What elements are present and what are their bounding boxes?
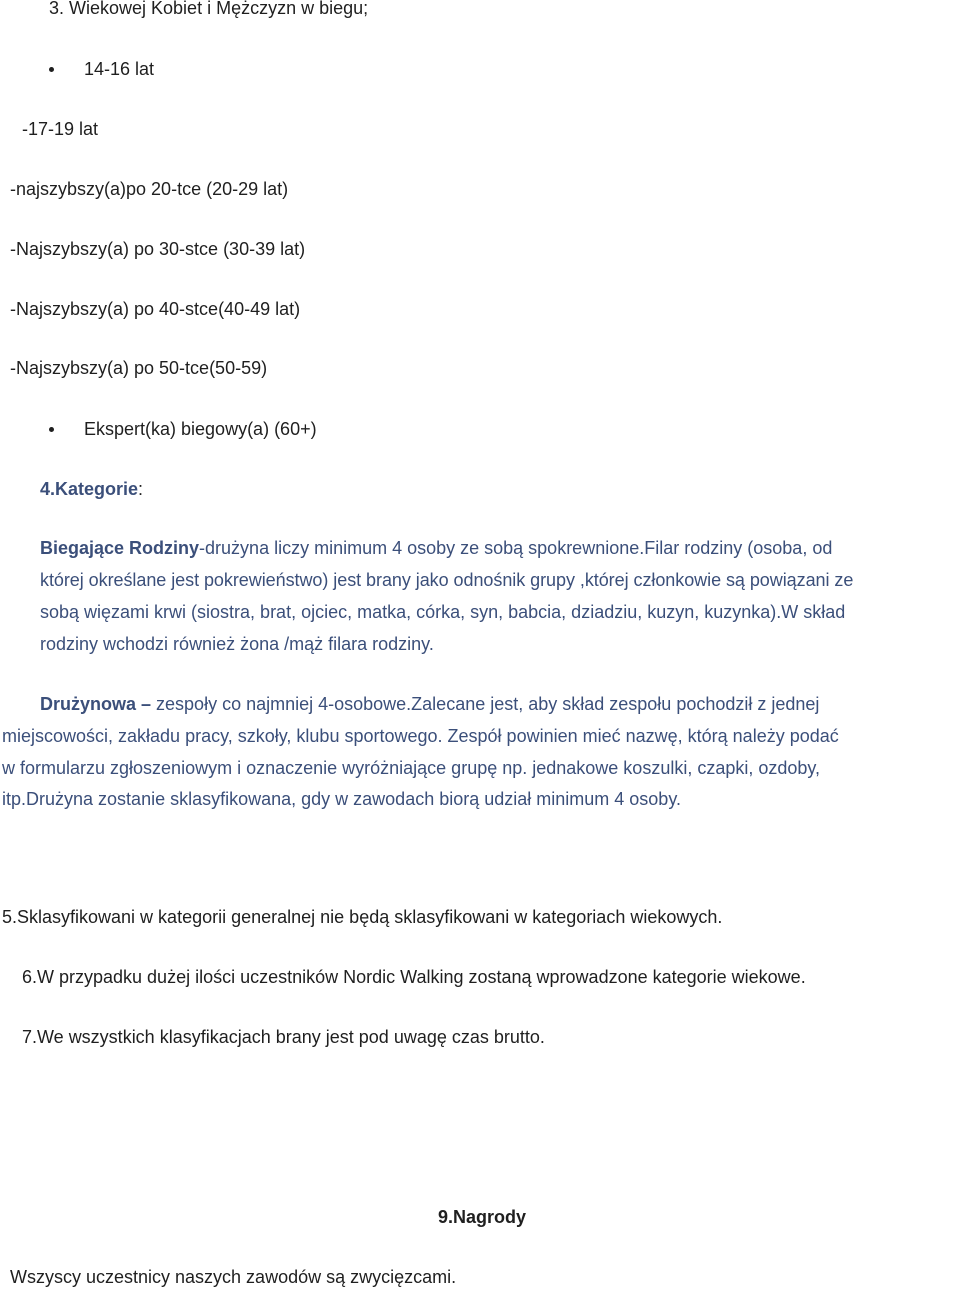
family-line-4: rodziny wchodzi również żona /mąż filara rodziny. bbox=[40, 634, 434, 654]
team-text: miejscowości, zakładu pracy, szkoły, klubu sportowego. bbox=[2, 726, 443, 746]
heading-categories bbox=[40, 478, 143, 500]
age-item: -Najszybszy(a) po 50-tce(50-59) bbox=[10, 358, 268, 378]
family-title: Biegające Rodziny bbox=[40, 538, 200, 558]
family-text: Filar rodziny (osoba, od bbox=[644, 538, 833, 558]
team-text: Zespół powinien mieć nazwę, którą należy podać bbox=[442, 726, 839, 746]
team-title: Drużynowa bbox=[40, 694, 137, 714]
awards-title: 9.Nagrody bbox=[438, 1207, 527, 1227]
family-line-1 bbox=[40, 537, 832, 559]
family-text: W skład bbox=[781, 602, 846, 622]
rule-6: 6.W przypadku dużej ilości uczestników Nordic Walking zostaną wprowadzone kategorie wiekowe. bbox=[22, 967, 806, 987]
family-line-2: której określane jest pokrewieństwo) jest brany jako odnośnik grupy ,której członkowie są powiązani ze bbox=[40, 570, 854, 590]
bullet-icon bbox=[49, 67, 54, 72]
family-text: -drużyna liczy minimum 4 osoby ze sobą spokrewnione. bbox=[199, 538, 645, 558]
age-item: -najszybszy(a)po 20-tce (20-29 lat) bbox=[10, 179, 289, 199]
bullet-icon bbox=[49, 427, 54, 432]
age-item: -17-19 lat bbox=[22, 119, 99, 139]
heading-categories-label: 4.Kategorie bbox=[40, 479, 139, 499]
team-line-3: w formularzu zgłoszeniowym i oznaczenie wyróżniające grupę np. jednakowe koszulki, czapki, ozdoby, bbox=[2, 758, 821, 778]
team-text: Zalecane jest, aby skład zespołu pochodził z jednej bbox=[411, 694, 820, 714]
age-item: -Najszybszy(a) po 30-stce (30-39 lat) bbox=[10, 239, 306, 259]
age-item: 14-16 lat bbox=[84, 59, 155, 79]
team-text: zespoły co najmniej 4-osobowe. bbox=[156, 694, 412, 714]
team-line-1 bbox=[40, 693, 819, 715]
team-text: itp. bbox=[2, 789, 27, 809]
family-line-3 bbox=[40, 601, 845, 623]
team-dash: – bbox=[136, 694, 157, 714]
awards-text: Wszyscy uczestnicy naszych zawodów są zwycięzcami. bbox=[10, 1267, 457, 1287]
age-item: Ekspert(ka) biegowy(a) (60+) bbox=[84, 419, 317, 439]
rule-7: 7.We wszystkich klasyfikacjach brany jest pod uwagę czas brutto. bbox=[22, 1027, 545, 1047]
rule-5: 5.Sklasyfikowani w kategorii generalnej nie będą sklasyfikowani w kategoriach wiekowych. bbox=[2, 907, 723, 927]
team-text: Drużyna zostanie sklasyfikowana, gdy w zawodach biorą udział minimum 4 osoby. bbox=[26, 789, 681, 809]
team-line-2 bbox=[2, 725, 839, 747]
team-line-4 bbox=[2, 788, 681, 810]
family-text: sobą więzami krwi (siostra, brat, ojciec, matka, córka, syn, babcia, dziadziu, kuzyn, kuzynka). bbox=[40, 602, 782, 622]
heading-categories-colon: : bbox=[138, 479, 144, 499]
heading-age-category: 3. Wiekowej Kobiet i Mężczyzn w biegu; bbox=[49, 0, 369, 18]
age-item: -Najszybszy(a) po 40-stce(40-49 lat) bbox=[10, 299, 301, 319]
